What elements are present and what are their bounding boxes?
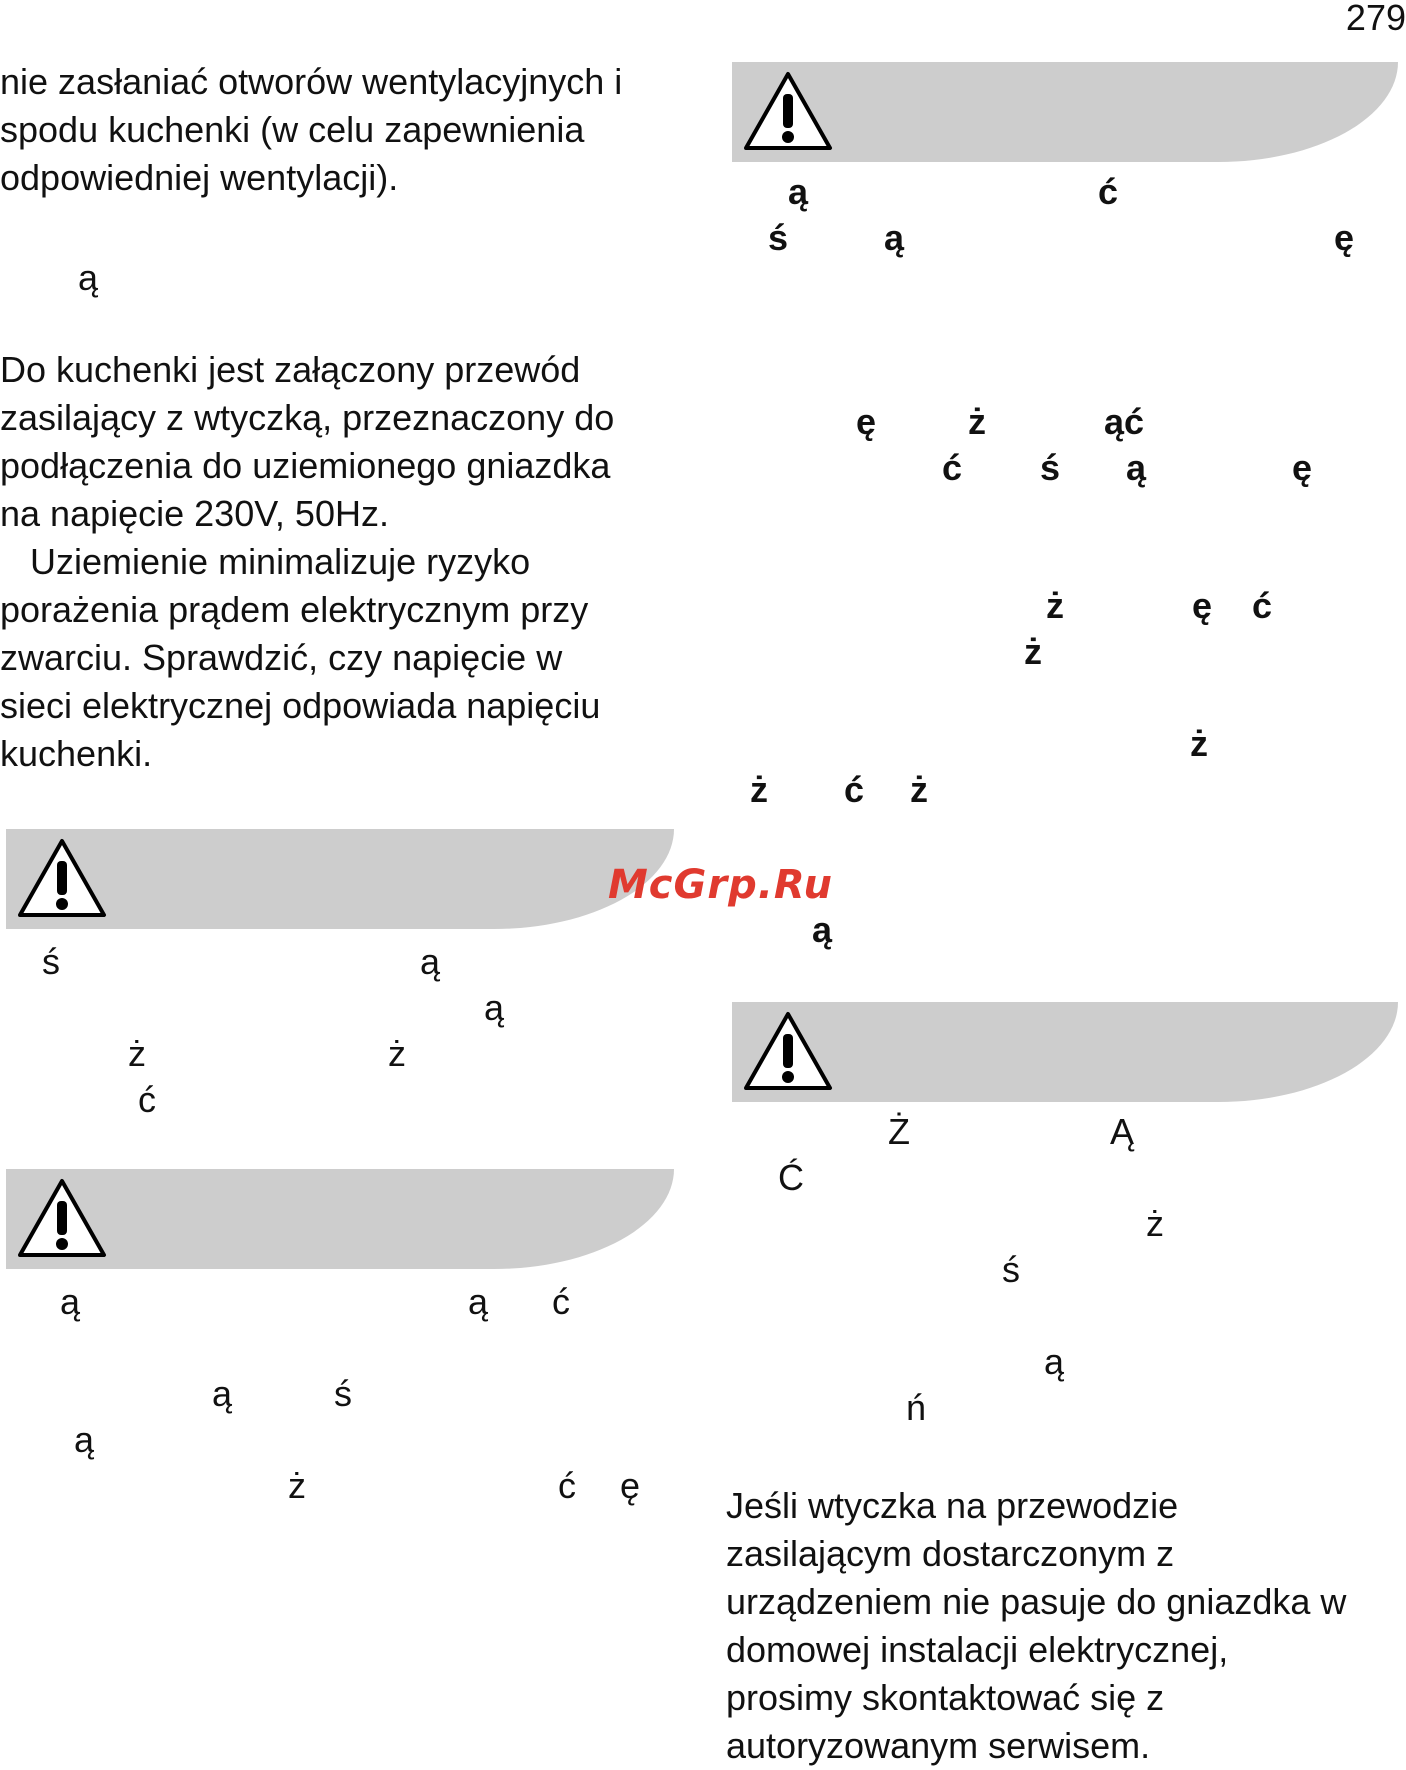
residual-glyph: ą xyxy=(812,909,833,950)
residual-glyph: ę xyxy=(1192,585,1213,626)
warning-banner xyxy=(6,829,674,929)
residual-glyph: ś xyxy=(1040,447,1061,488)
text-line: porażenia prądem elektrycznym przy xyxy=(0,589,589,630)
text-line: Uziemienie minimalizuje ryzyko xyxy=(0,541,531,582)
residual-glyph: ę xyxy=(856,401,877,442)
text-line: sieci elektrycznej odpowiada napięciu xyxy=(0,685,601,726)
residual-glyph: ś xyxy=(334,1373,352,1414)
residual-glyph: ą xyxy=(788,171,809,212)
warning-triangle-icon xyxy=(16,837,108,921)
residual-glyph: ę xyxy=(1292,447,1313,488)
residual-glyph: ą xyxy=(468,1281,489,1322)
warning-triangle-icon xyxy=(742,70,834,154)
residual-glyph: ą xyxy=(78,257,99,298)
text-line: spodu kuchenki (w celu zapewnienia xyxy=(0,109,585,150)
text-line: zasilający z wtyczką, przeznaczony do xyxy=(0,397,615,438)
page-number: 279 xyxy=(1345,0,1406,38)
residual-glyph: ż xyxy=(1024,631,1042,672)
residual-glyph: Ć xyxy=(778,1157,804,1198)
text-line: na napięcie 230V, 50Hz. xyxy=(0,493,389,534)
residual-glyph: ć xyxy=(552,1281,570,1322)
residual-glyph: ż xyxy=(910,769,928,810)
residual-glyph: ą xyxy=(1126,447,1147,488)
residual-glyph: ą xyxy=(60,1281,81,1322)
warning-banner xyxy=(732,62,1398,162)
text-line: zasilającym dostarczonym z xyxy=(726,1533,1175,1574)
residual-glyph: ć xyxy=(1098,171,1119,212)
residual-glyph: ą xyxy=(74,1419,95,1460)
warning-triangle-icon xyxy=(742,1010,834,1094)
residual-glyph: ć xyxy=(942,447,963,488)
residual-glyph: ąć xyxy=(1104,401,1145,442)
residual-glyph: ż xyxy=(388,1033,406,1074)
text-line: zwarciu. Sprawdzić, czy napięcie w xyxy=(0,637,563,678)
text-line: kuchenki. xyxy=(0,733,153,774)
residual-glyph: Ą xyxy=(1110,1111,1135,1152)
warning-triangle-icon xyxy=(16,1177,108,1261)
residual-glyph: ś xyxy=(42,941,60,982)
residual-glyph: ż xyxy=(1046,585,1064,626)
residual-glyph: ć xyxy=(844,769,865,810)
residual-glyph: ą xyxy=(420,941,441,982)
residual-glyph: ą xyxy=(1044,1341,1065,1382)
watermark: McGrp.Ru xyxy=(608,862,833,908)
text-line: Do kuchenki jest załączony przewód xyxy=(0,349,581,390)
warning-banner xyxy=(732,1002,1398,1102)
paragraph-plug-mismatch xyxy=(726,1482,1346,1770)
residual-glyph: ć xyxy=(138,1079,156,1120)
residual-glyph: ą xyxy=(884,217,905,258)
residual-glyph: ą xyxy=(212,1373,233,1414)
text-line: Jeśli wtyczka na przewodzie xyxy=(726,1485,1179,1526)
text-line: prosimy skontaktować się z xyxy=(726,1677,1165,1718)
residual-glyph: ż xyxy=(1190,723,1208,764)
residual-glyph: ć xyxy=(558,1465,576,1506)
residual-glyph: ę xyxy=(620,1465,641,1506)
residual-glyph: Ż xyxy=(888,1111,910,1152)
residual-glyph: ż xyxy=(128,1033,146,1074)
residual-glyph: ę xyxy=(1334,217,1355,258)
text-line: urządzeniem nie pasuje do gniazdka w xyxy=(726,1581,1347,1622)
residual-glyph: ż xyxy=(288,1465,306,1506)
paragraph-ventilation xyxy=(0,58,622,202)
residual-glyph: ć xyxy=(1252,585,1273,626)
residual-glyph: ń xyxy=(906,1387,927,1428)
residual-glyph: ż xyxy=(1146,1203,1164,1244)
residual-glyph: ż xyxy=(968,401,986,442)
text-line: podłączenia do uziemionego gniazdka xyxy=(0,445,611,486)
paragraph-power-cord xyxy=(0,346,614,778)
residual-glyph: ś xyxy=(1002,1249,1020,1290)
residual-glyph: ż xyxy=(750,769,768,810)
warning-banner xyxy=(6,1169,674,1269)
text-line: domowej instalacji elektrycznej, xyxy=(726,1629,1229,1670)
text-line: odpowiedniej wentylacji). xyxy=(0,157,399,198)
text-line: autoryzowanym serwisem. xyxy=(726,1725,1151,1766)
text-line: nie zasłaniać otworów wentylacyjnych i xyxy=(0,61,623,102)
residual-glyph: ą xyxy=(484,987,505,1028)
residual-glyph: ś xyxy=(768,217,789,258)
